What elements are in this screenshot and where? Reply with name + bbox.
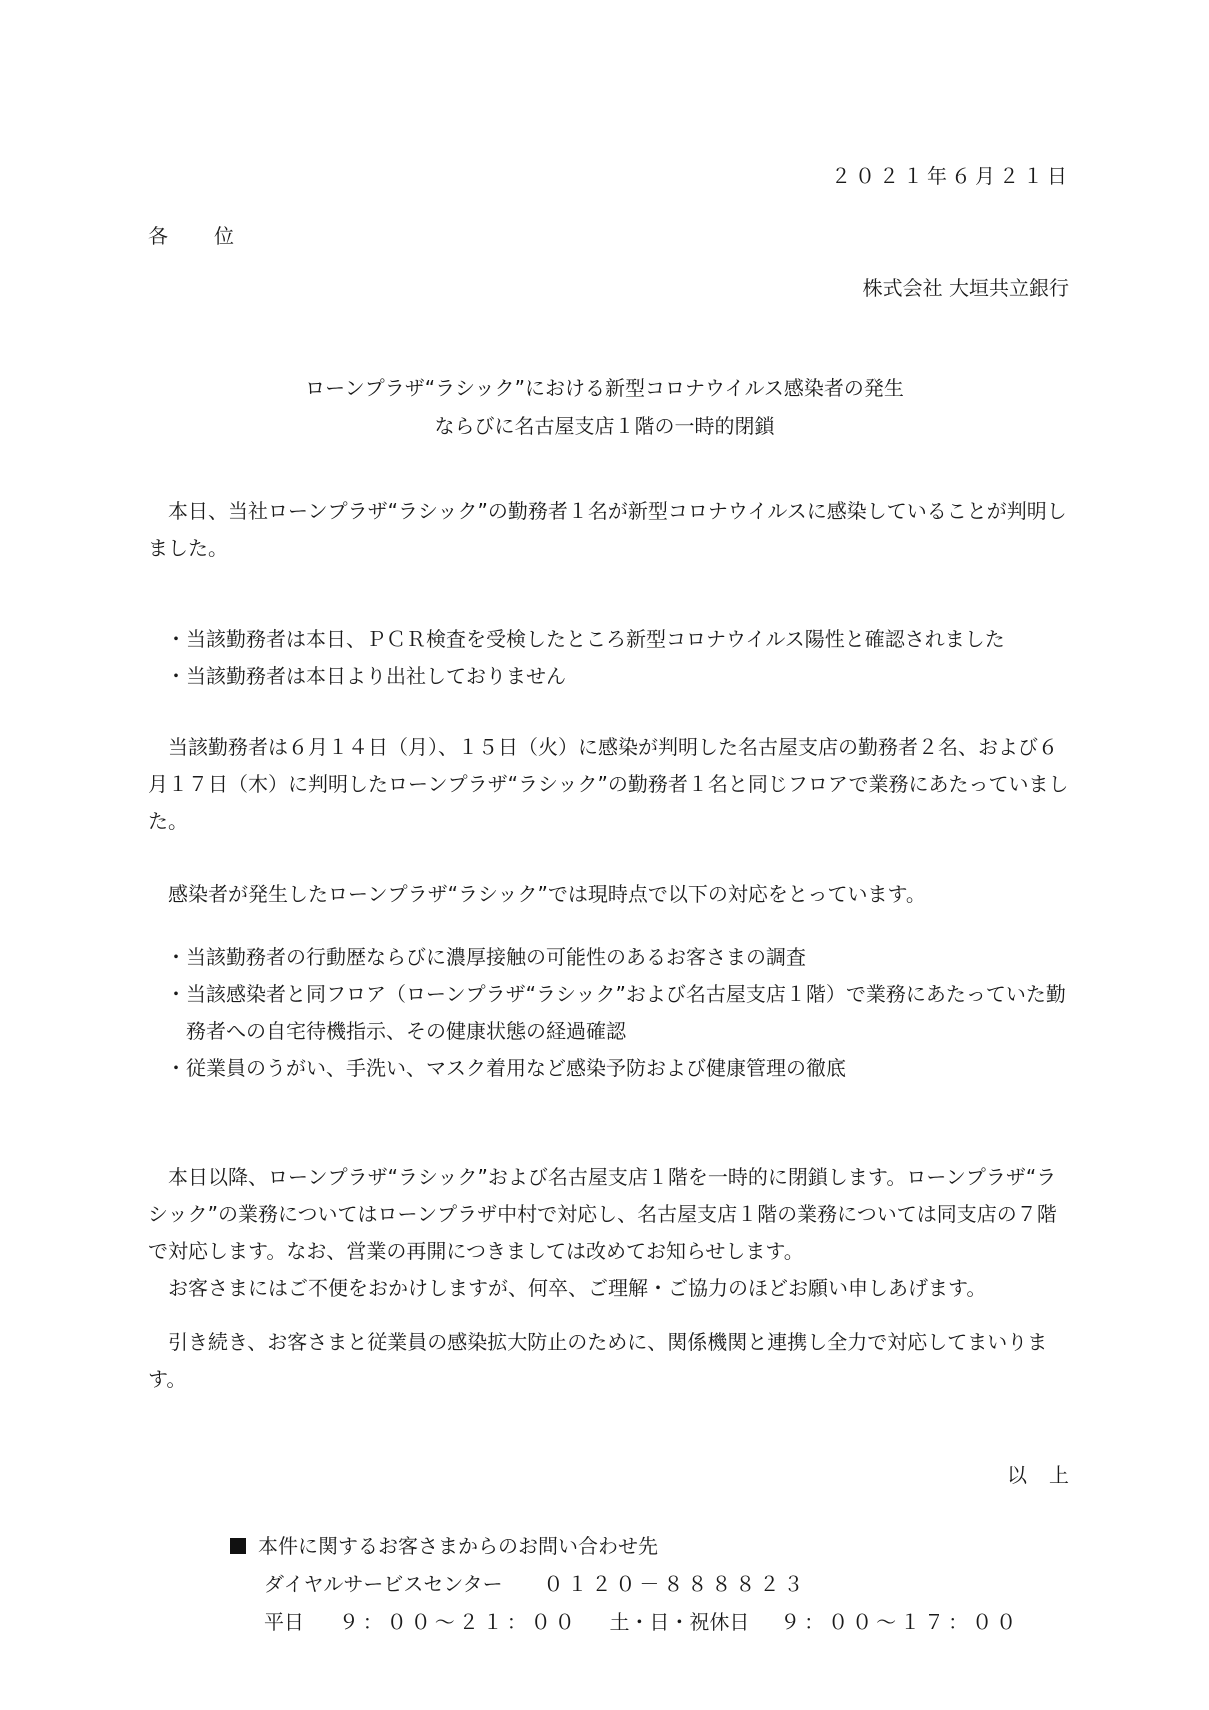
addressee (148, 218, 234, 255)
bullet-item: ・当該勤務者は本日より出社しておりません (166, 664, 566, 688)
bullet-item: ・当該勤務者は本日、ＰＣＲ検査を受検したところ新型コロナウイルス陽性と確認されました (166, 627, 1005, 651)
paragraph-4: 本日以降、ローンプラザ“ラシック”および名古屋支店１階を一時的に閉鎖します。ローンプラザ“ラシック”の業務についてはローンプラザ中村で対応し、名古屋支店１階の業務については同支店の７階で対応します。なお、営業の再開につきましては改めてお知らせします。 (148, 1165, 1057, 1263)
closing-part1: 以 (1007, 1463, 1027, 1487)
weekday-hours: ９：００～２１：００ (338, 1610, 579, 1634)
paragraph-2: 当該勤務者は６月１４日（月）、１５日（火）に感染が判明した名古屋支店の勤務者２名、および６月１７日（木）に判明したローンプラザ“ラシック”の勤務者１名と同じフロアで業務にあたっていました。 (148, 735, 1069, 833)
weekend-hours: ９：００～１７：００ (780, 1610, 1021, 1634)
bullet-list-2 (148, 939, 1072, 1087)
paragraph-contact-tracing (148, 729, 1072, 840)
weekend-label: 土・日・祝休日 (609, 1610, 750, 1634)
paragraph-1: 本日、当社ローンプラザ“ラシック”の勤務者１名が新型コロナウイルスに感染していることが判明しました。 (148, 499, 1067, 560)
paragraph-prevention (148, 1324, 1072, 1398)
paragraph-6: 引き続き、お客さまと従業員の感染拡大防止のために、関係機関と連携し全力で対応してまいります。 (148, 1330, 1048, 1391)
square-bullet-icon (230, 1538, 246, 1554)
paragraph-announcement (148, 493, 1072, 567)
contact-heading-row (230, 1528, 1030, 1566)
bullet-item: ・当該勤務者の行動歴ならびに濃厚接触の可能性のあるお客さまの調査 (166, 945, 806, 969)
contact-info (230, 1528, 1030, 1642)
closing-mark (1007, 1457, 1069, 1494)
paragraph-response-intro (148, 876, 1072, 913)
addressee-part1: 各 (148, 224, 168, 248)
sender-name: 株式会社 大垣共立銀行 (862, 276, 1069, 300)
paragraph-5: お客さまにはご不便をおかけしますが、何卒、ご理解・ご協力のほどお願い申しあげます。 (168, 1276, 987, 1300)
document-title (0, 370, 1209, 446)
phone-number: ０１２０－８８８８２３ (543, 1572, 808, 1596)
contact-hours-row (230, 1604, 1030, 1642)
closing-part2: 上 (1049, 1463, 1069, 1487)
bullet-item: ・当該感染者と同フロア（ローンプラザ“ラシック”および名古屋支店１階）で業務にあたっていた勤務者への自宅待機指示、その健康状態の経過確認 (166, 982, 1066, 1043)
service-center-name: ダイヤルサービスセンター (264, 1572, 503, 1596)
document-date: ２０２１年６月２１日 (831, 164, 1071, 188)
title-line-1: ローンプラザ“ラシック”における新型コロナウイルス感染者の発生 (305, 376, 904, 400)
paragraph-3: 感染者が発生したローンプラザ“ラシック”では現時点で以下の対応をとっています。 (168, 882, 926, 906)
addressee-part2: 位 (214, 224, 234, 248)
bullet-list-1 (148, 621, 1072, 695)
bullet-item: ・従業員のうがい、手洗い、マスク着用など感染予防および健康管理の徹底 (166, 1056, 846, 1080)
paragraph-closure (148, 1159, 1072, 1307)
contact-heading: 本件に関するお客さまからのお問い合わせ先 (258, 1534, 658, 1558)
weekday-label: 平日 (264, 1610, 304, 1634)
title-line-2: ならびに名古屋支店１階の一時的閉鎖 (434, 414, 775, 438)
contact-phone-row (230, 1566, 1030, 1604)
